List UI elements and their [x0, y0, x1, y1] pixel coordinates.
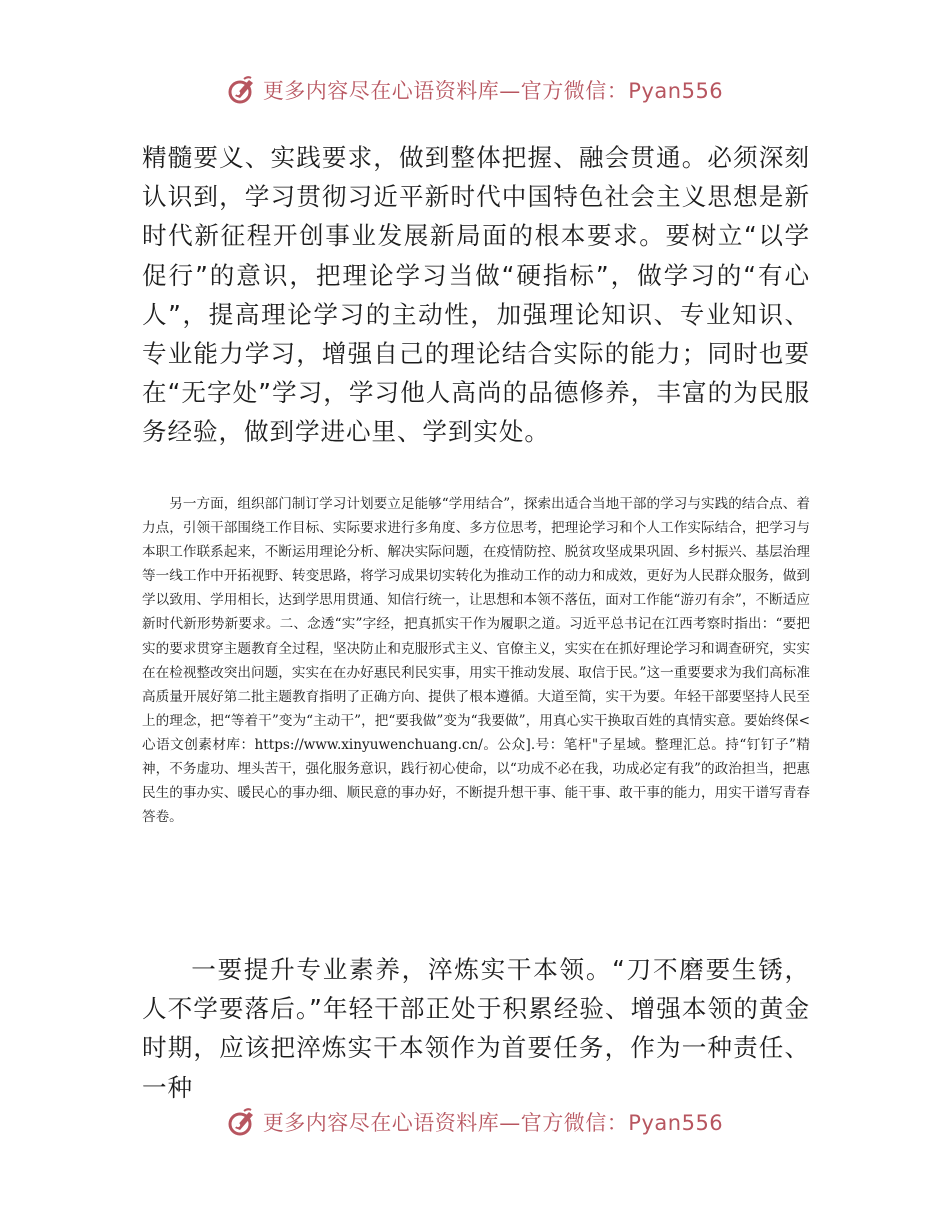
writing-hand-logo-icon [227, 1107, 257, 1137]
header-banner[interactable] [0, 68, 950, 112]
footer-banner[interactable] [0, 1100, 950, 1144]
paragraph-1: 精髓要义、实践要求，做到整体把握、融会贯通。必须深刻认识到，学习贯彻习近平新时代中国特色社会主义思想是新时代新征程开创事业发展新局面的根本要求。要树立“以学促行”的意识，把理论学习当做“硬指标”，做学习的“有心人”，提高理论学习的主动性，加强理论知识、专业知识、专业能力学习，增强自己的理论结合实际的能力；同时也要在“无字处”学习，学习他人高尚的品德修养，丰富的为民服务经验，做到学进心里、学到实处。 [142, 143, 810, 447]
paragraph-3: 一要提升专业素养，淬炼实干本领。“刀不磨要生锈，人不学要落后。”年轻干部正处于积累经验、增强本领的黄金时期，应该把淬炼实干本领作为首要任务，作为一种责任、一种 [142, 955, 810, 1102]
header-banner-text: 更多内容尽在心语资料库—官方微信：Pyan556 [262, 79, 724, 103]
footer-banner-text: 更多内容尽在心语资料库—官方微信：Pyan556 [262, 1111, 724, 1135]
writing-hand-logo-icon [227, 75, 257, 105]
paragraph-2: 另一方面，组织部门制订学习计划要立足能够“学用结合”，探索出适合当地干部的学习与实践的结合点、着力点，引领干部围绕工作目标、实际要求进行多角度、多方位思考，把理论学习和个人工作实际结合，把学习与本职工作联系起来，不断运用理论分析、解决实际问题，在疫情防控、脱贫攻坚成果巩固、乡村振兴、基层治理等一线工作中开拓视野、转变思路，将学习成果切实转化为推动工作的动力和成效，更好为人民群众服务，做到学以致用、学用相长，达到学思用贯通、知信行统一，让思想和本领不落伍，面对工作能“游刃有余”，不断适应新时代新形势新要求。二、念透“实”字经，把真抓实干作为履职之道。习近平总书记在江西考察时指出：“要把实的要求贯穿主题教育全过程，坚决防止和克服形式主义、官僚主义，实实在在抓好理论学习和调查研究，实实在在检视整改突出问题，实实在在办好惠民利民实事，用实干推动发展、取信于民。”这一重要要求为我们高标准高质量开展好第二批主题教育指明了正确方向、提供了根本遵循。大道至简，实干为要。年轻干部要坚持人民至上的理念，把“等着干”变为“主动干”，把“要我做”变为“我要做”，用真心实干换取百姓的真情实意。要始终保<心语文创素材库：https://www.xinyuwenchuang.cn/。公众].号：笔杆"子星域。整理汇总。持“钉钉子”精神，不务虚功、埋头苦干，强化服务意识，践行初心使命，以“功成不必在我，功成必定有我”的政治担当，把惠民生的事办实、暖民心的事办细、顺民意的事办好，不断提升想干事、能干事、敢干事的能力，用实干谱写青春答卷。 [142, 496, 810, 826]
